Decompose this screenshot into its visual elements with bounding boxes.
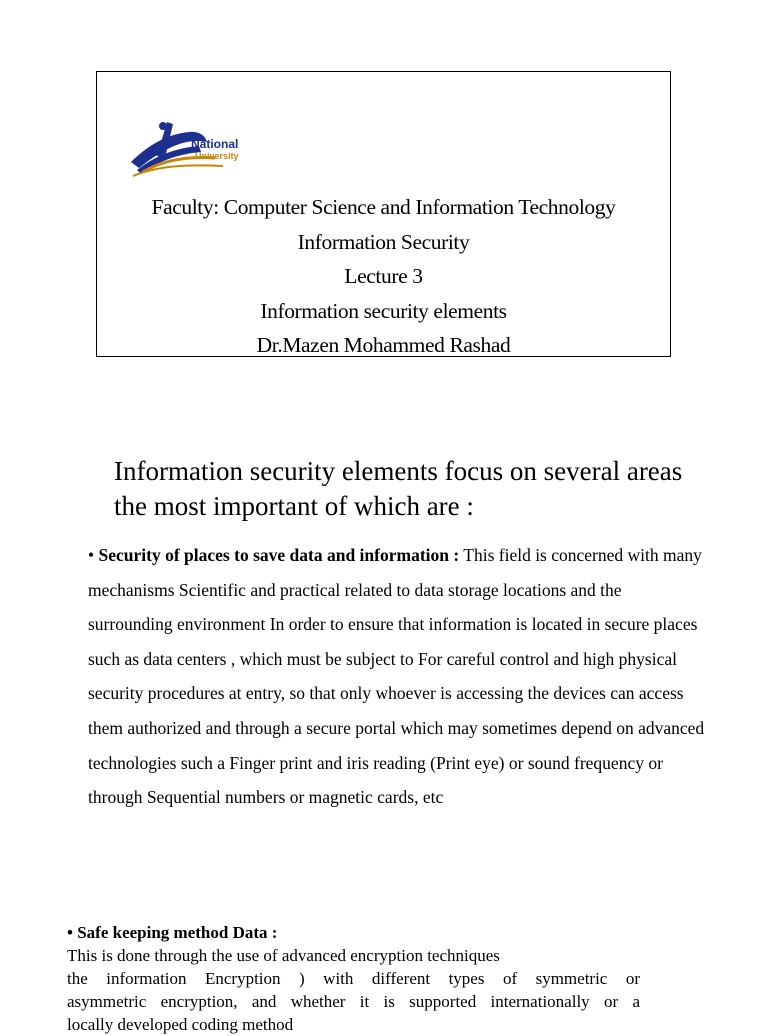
bullet-safe-keeping-heading [67,922,277,944]
course-line: Information Security [297,229,470,254]
faculty-line: Faculty: Computer Science and Information Technology [151,195,616,219]
bullet-safe-keeping-body [67,944,640,1036]
body-line-4: locally developed coding method [67,1015,294,1034]
body-line-1: This is done through the use of advanced encryption techniques [67,946,500,965]
bullet-heading: Security of places to save data and information : [98,545,460,565]
topic-line: Information security elements [260,298,507,323]
title-slide-box [96,71,671,357]
logo-wordmark [191,138,239,162]
author-line: Dr.Mazen Mohammed Rashad [256,333,511,357]
bullet-marker: • [88,545,95,565]
bullet-marker: • [67,923,73,942]
lecture-line: Lecture 3 [344,264,423,288]
body-line-2: the information Encryption ) with different types of symmetric or [67,969,640,988]
title-lines [97,190,670,363]
bullet-storage-security [88,538,708,815]
bullet-heading: Safe keeping method Data : [77,923,278,942]
logo-line-1: National [191,137,239,151]
body-line-3: asymmetric encryption, and whether it is supported internationally or a [67,992,640,1011]
logo-line-2: University [195,151,239,161]
intro-paragraph: Information security elements focus on several areas the most important of which are : [114,456,683,521]
bullet-body: This field is concerned with many mechanisms Scientific and practical related to data storage locations and the surrounding environment In order to ensure that information is located in secure places such as data centers , which must be subject to For careful control and high physical security procedures at entry, so that only whoever is accessing the devices can access them authorized and through a secure portal which may sometimes depend on advanced technologies such a Finger print and iris reading (Print eye) or sound frequency or through Sequential numbers or magnetic cards, etc [88,545,705,808]
